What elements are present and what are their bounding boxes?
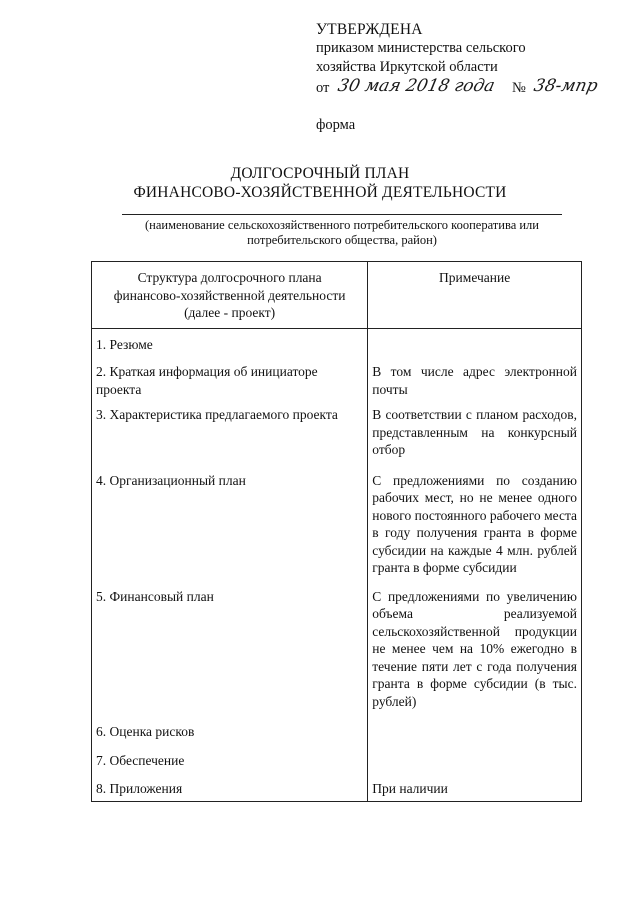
approval-title: УТВЕРЖДЕНА <box>316 21 423 38</box>
table-row <box>92 780 582 801</box>
table-header-row <box>92 262 582 329</box>
row-structure: 4. Организационный план <box>92 472 368 588</box>
row-note: При наличии <box>368 780 582 801</box>
row-note: В том числе адрес электронной почты <box>368 359 582 406</box>
row-note <box>368 328 582 359</box>
document-title-line-2: ФИНАНСОВО-ХОЗЯЙСТВЕННОЙ ДЕЯТЕЛЬНОСТИ <box>133 184 507 201</box>
caption-line-2: потребительского общества, район) <box>247 233 437 247</box>
number-label: № <box>512 80 526 96</box>
row-structure: 1. Резюме <box>92 328 368 359</box>
form-label: форма <box>316 117 356 133</box>
table-row <box>92 588 582 724</box>
header-structure-line-3: (далее - проект) <box>184 305 276 320</box>
row-note <box>368 752 582 781</box>
row-structure: 8. Приложения <box>92 780 368 801</box>
document-title-line-1: ДОЛГОСРОЧНЫЙ ПЛАН <box>230 165 410 182</box>
table-row <box>92 752 582 781</box>
row-structure: 5. Финансовый план <box>92 588 368 724</box>
approval-line-1: приказом министерства сельского <box>316 40 526 56</box>
header-structure <box>92 262 368 329</box>
handwritten-order-number: 38-мпр <box>531 76 600 96</box>
row-note <box>368 723 582 752</box>
table-row <box>92 472 582 588</box>
row-structure: 6. Оценка рисков <box>92 723 368 752</box>
order-line <box>316 77 616 99</box>
row-structure: 7. Обеспечение <box>92 752 368 781</box>
table-row <box>92 328 582 359</box>
row-note: С предложениями по увеличению объема реализуемой сельскохозяйственной продукции не менее чем на 10% ежегодно в течение пяти лет с года получения гранта в форме субсидии (в тыс. рублей) <box>368 588 582 724</box>
table-row <box>92 723 582 752</box>
row-structure: 3. Характеристика предлагаемого проекта <box>92 406 368 472</box>
table-row <box>92 406 582 472</box>
header-structure-line-1: Структура долгосрочного плана <box>137 270 322 285</box>
organization-name-caption <box>110 218 574 248</box>
caption-line-1: (наименование сельскохозяйственного потребительского кооператива или <box>145 218 539 232</box>
from-label: от <box>316 80 330 96</box>
organization-name-line <box>122 214 562 215</box>
header-structure-line-2: финансово-хозяйственной деятельности <box>113 287 346 303</box>
plan-structure-table <box>91 261 582 802</box>
handwritten-date: 30 мая 2018 года <box>335 76 497 96</box>
row-structure: 2. Краткая информация об инициаторе проекта <box>92 359 368 406</box>
header-note: Примечание <box>368 262 582 329</box>
document-title <box>0 164 640 202</box>
approval-line-2: хозяйства Иркутской области <box>316 59 498 75</box>
row-note: В соответствии с планом расходов, представленным на конкурсный отбор <box>368 406 582 472</box>
row-note: С предложениями по созданию рабочих мест, но не менее одного нового постоянного рабочего места в году получения гранта в форме субсидии на каждые 4 млн. рублей гранта в форме субсидии <box>368 472 582 588</box>
table-row <box>92 359 582 406</box>
approval-block <box>316 20 616 99</box>
